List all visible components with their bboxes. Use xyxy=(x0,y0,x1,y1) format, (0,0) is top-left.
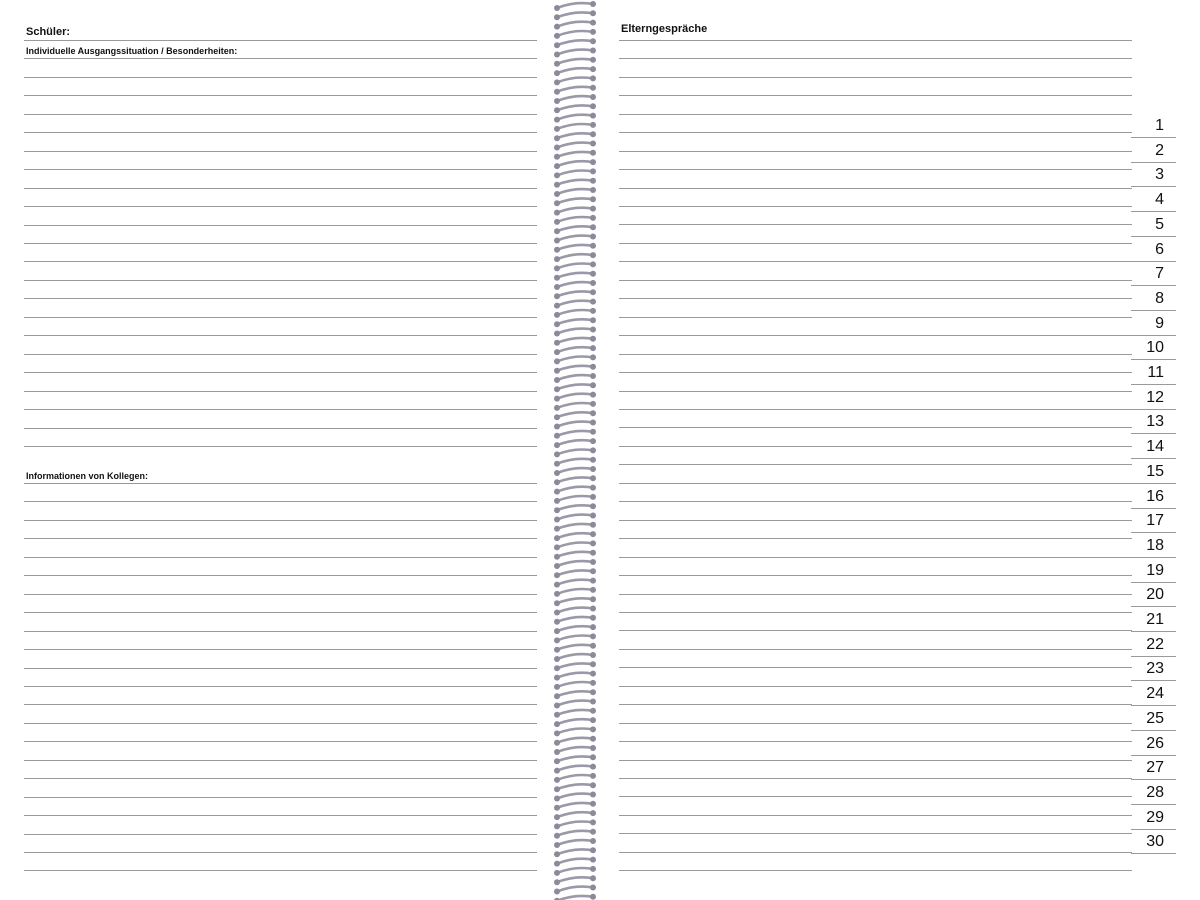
writing-line[interactable] xyxy=(24,114,537,115)
writing-line[interactable] xyxy=(24,557,537,558)
row-number: 27 xyxy=(1131,758,1176,780)
writing-line[interactable] xyxy=(619,464,1132,465)
writing-line[interactable] xyxy=(619,852,1132,853)
spiral-coil xyxy=(554,373,596,383)
spiral-coil xyxy=(554,606,596,616)
spiral-coil xyxy=(554,438,596,448)
spiral-coil xyxy=(554,717,596,727)
spiral-coil xyxy=(554,829,596,839)
spiral-coil xyxy=(554,494,596,504)
writing-line[interactable] xyxy=(24,391,537,392)
writing-line[interactable] xyxy=(24,132,537,133)
writing-line[interactable] xyxy=(24,372,537,373)
writing-line[interactable] xyxy=(24,501,537,502)
spiral-coil xyxy=(554,317,596,327)
spiral-coil xyxy=(554,894,596,900)
writing-line[interactable] xyxy=(619,520,1132,521)
writing-line[interactable] xyxy=(619,206,1132,207)
writing-line[interactable] xyxy=(619,778,1132,779)
spiral-coil xyxy=(554,38,596,48)
left-ruled-lines[interactable] xyxy=(24,0,537,900)
spiral-coil xyxy=(554,568,596,578)
spiral-coil xyxy=(554,866,596,876)
writing-line[interactable] xyxy=(24,188,537,189)
spiral-coil xyxy=(554,726,596,736)
writing-line[interactable] xyxy=(619,298,1132,299)
spiral-coil xyxy=(554,457,596,467)
right-page xyxy=(605,0,1200,900)
spiral-coil xyxy=(554,57,596,67)
row-number: 10 xyxy=(1131,338,1176,360)
writing-line[interactable] xyxy=(24,409,537,410)
writing-line[interactable] xyxy=(24,354,537,355)
row-number: 17 xyxy=(1131,511,1176,533)
spiral-coil xyxy=(554,299,596,309)
writing-line[interactable] xyxy=(24,428,537,429)
writing-line[interactable] xyxy=(619,723,1132,724)
spiral-coil xyxy=(554,633,596,643)
writing-line[interactable] xyxy=(619,169,1132,170)
row-number: 13 xyxy=(1131,412,1176,434)
writing-line[interactable] xyxy=(24,852,537,853)
spiral-coil xyxy=(554,150,596,160)
writing-line[interactable] xyxy=(619,741,1132,742)
writing-line[interactable] xyxy=(619,317,1132,318)
writing-line[interactable] xyxy=(619,575,1132,576)
spiral-coil xyxy=(554,196,596,206)
writing-line[interactable] xyxy=(24,594,537,595)
spiral-coil xyxy=(554,364,596,374)
spiral-coil xyxy=(554,559,596,569)
writing-line[interactable] xyxy=(24,741,537,742)
spiral-coil xyxy=(554,113,596,123)
spiral-coil xyxy=(554,280,596,290)
spiral-coil xyxy=(554,382,596,392)
writing-line[interactable] xyxy=(619,815,1132,816)
writing-line[interactable] xyxy=(619,132,1132,133)
spiral-coil xyxy=(554,643,596,653)
writing-line[interactable] xyxy=(24,778,537,779)
parents-label: Elterngespräche xyxy=(621,23,708,35)
writing-line[interactable] xyxy=(619,95,1132,96)
writing-line[interactable] xyxy=(24,668,537,669)
writing-line[interactable] xyxy=(619,391,1132,392)
spiral-coil xyxy=(554,661,596,671)
spiral-coil xyxy=(554,271,596,281)
spiral-coil xyxy=(554,699,596,709)
writing-line[interactable] xyxy=(619,224,1132,225)
spiral-coil xyxy=(554,75,596,85)
writing-line[interactable] xyxy=(619,114,1132,115)
spiral-coil xyxy=(554,85,596,95)
spiral-coil xyxy=(554,187,596,197)
row-number: 5 xyxy=(1131,215,1176,237)
spiral-coil xyxy=(554,401,596,411)
spiral-coil xyxy=(554,773,596,783)
writing-line[interactable] xyxy=(24,538,537,539)
writing-line[interactable] xyxy=(24,206,537,207)
spiral-coil xyxy=(554,178,596,188)
writing-line[interactable] xyxy=(619,833,1132,834)
writing-line[interactable] xyxy=(619,649,1132,650)
writing-line[interactable] xyxy=(24,225,537,226)
spiral-coil xyxy=(554,168,596,178)
row-number: 23 xyxy=(1131,659,1176,681)
spiral-coil xyxy=(554,159,596,169)
spiral-coil xyxy=(554,336,596,346)
spiral-coil xyxy=(554,875,596,885)
writing-line[interactable] xyxy=(24,243,537,244)
writing-line[interactable] xyxy=(619,870,1132,871)
spiral-coil xyxy=(554,475,596,485)
spiral-coil xyxy=(554,410,596,420)
spiral-coil xyxy=(554,578,596,588)
row-number: 19 xyxy=(1131,561,1176,583)
writing-line[interactable] xyxy=(619,501,1132,502)
spiral-coil xyxy=(554,252,596,262)
spiral-coil xyxy=(554,736,596,746)
writing-line[interactable] xyxy=(619,538,1132,539)
spiral-coil xyxy=(554,680,596,690)
spiral-coil xyxy=(554,122,596,132)
spiral-coil xyxy=(554,485,596,495)
row-number: 14 xyxy=(1131,437,1176,459)
writing-line[interactable] xyxy=(24,797,537,798)
spiral-coil xyxy=(554,838,596,848)
writing-line[interactable] xyxy=(24,58,537,59)
spiral-coil xyxy=(554,745,596,755)
writing-line[interactable] xyxy=(619,686,1132,687)
writing-line[interactable] xyxy=(24,40,537,41)
writing-line[interactable] xyxy=(619,40,1132,41)
writing-line[interactable] xyxy=(619,483,1132,484)
writing-line[interactable] xyxy=(619,667,1132,668)
row-number: 9 xyxy=(1131,314,1176,336)
writing-line[interactable] xyxy=(24,815,537,816)
writing-line[interactable] xyxy=(24,261,537,262)
writing-line[interactable] xyxy=(619,354,1132,355)
spiral-coil xyxy=(554,801,596,811)
spiral-coil xyxy=(554,345,596,355)
spiral-coil xyxy=(554,810,596,820)
situation-label: Individuelle Ausgangssituation / Besonderheiten: xyxy=(26,46,238,56)
writing-line[interactable] xyxy=(24,151,537,152)
writing-line[interactable] xyxy=(24,317,537,318)
spiral-coil xyxy=(554,615,596,625)
spiral-coil xyxy=(554,429,596,439)
writing-line[interactable] xyxy=(24,612,537,613)
row-number: 11 xyxy=(1131,363,1176,385)
spiral-coil xyxy=(554,66,596,76)
row-number: 15 xyxy=(1131,462,1176,484)
writing-line[interactable] xyxy=(24,298,537,299)
writing-line[interactable] xyxy=(619,243,1132,244)
spiral-coil xyxy=(554,550,596,560)
writing-line[interactable] xyxy=(619,612,1132,613)
spiral-coil xyxy=(554,224,596,234)
spiral-coil xyxy=(554,587,596,597)
spiral-coil xyxy=(554,689,596,699)
spiral-coil xyxy=(554,94,596,104)
row-number: 20 xyxy=(1131,585,1176,607)
spiral-coil xyxy=(554,29,596,39)
spiral-coil xyxy=(554,503,596,513)
writing-line[interactable] xyxy=(24,95,537,96)
left-page xyxy=(0,0,545,900)
spiral-coil xyxy=(554,103,596,113)
spiral-coil xyxy=(554,289,596,299)
spiral-coil xyxy=(554,596,596,606)
spiral-coil xyxy=(554,754,596,764)
writing-line[interactable] xyxy=(24,520,537,521)
spiral-coil xyxy=(554,782,596,792)
writing-line[interactable] xyxy=(619,409,1132,410)
spiral-coil xyxy=(554,671,596,681)
writing-line[interactable] xyxy=(619,557,1132,558)
writing-line[interactable] xyxy=(619,704,1132,705)
spiral-coil xyxy=(554,354,596,364)
writing-line[interactable] xyxy=(619,427,1132,428)
row-number: 18 xyxy=(1131,536,1176,558)
spiral-coil xyxy=(554,764,596,774)
writing-line[interactable] xyxy=(619,796,1132,797)
spiral-coil xyxy=(554,20,596,30)
spiral-coil xyxy=(554,261,596,271)
row-number: 22 xyxy=(1131,635,1176,657)
row-number: 26 xyxy=(1131,734,1176,756)
row-number: 30 xyxy=(1131,832,1176,854)
row-number: 28 xyxy=(1131,783,1176,805)
writing-line[interactable] xyxy=(24,280,537,281)
writing-line[interactable] xyxy=(24,649,537,650)
writing-line[interactable] xyxy=(619,760,1132,761)
spiral-coil xyxy=(554,708,596,718)
spiral-coil xyxy=(554,847,596,857)
row-number: 7 xyxy=(1131,264,1176,286)
row-number: 12 xyxy=(1131,388,1176,410)
row-number: 21 xyxy=(1131,610,1176,632)
row-number: 3 xyxy=(1131,165,1176,187)
spiral-coil xyxy=(554,308,596,318)
writing-line[interactable] xyxy=(24,686,537,687)
right-ruled-lines[interactable] xyxy=(619,0,1132,900)
writing-line[interactable] xyxy=(24,77,537,78)
writing-line[interactable] xyxy=(619,151,1132,152)
row-number: 8 xyxy=(1131,289,1176,311)
row-number: 29 xyxy=(1131,808,1176,830)
spiral-coil xyxy=(554,792,596,802)
spiral-coil xyxy=(554,141,596,151)
writing-line[interactable] xyxy=(24,723,537,724)
writing-line[interactable] xyxy=(24,760,537,761)
spiral-coil xyxy=(554,10,596,20)
writing-line[interactable] xyxy=(619,594,1132,595)
writing-line[interactable] xyxy=(24,704,537,705)
spiral-coil xyxy=(554,513,596,523)
spiral-coil xyxy=(554,131,596,141)
row-number: 1 xyxy=(1131,116,1176,138)
number-column xyxy=(1131,0,1176,900)
writing-line[interactable] xyxy=(24,575,537,576)
spiral-coil xyxy=(554,652,596,662)
spiral-coil xyxy=(554,1,596,11)
spiral-coil xyxy=(554,540,596,550)
spiral-coil xyxy=(554,206,596,216)
writing-line[interactable] xyxy=(24,446,537,447)
writing-line[interactable] xyxy=(619,58,1132,59)
writing-line[interactable] xyxy=(24,335,537,336)
writing-line[interactable] xyxy=(619,446,1132,447)
spiral-coil xyxy=(554,531,596,541)
writing-line[interactable] xyxy=(24,870,537,871)
spiral-coil xyxy=(554,48,596,58)
row-number: 24 xyxy=(1131,684,1176,706)
writing-line[interactable] xyxy=(619,335,1132,336)
row-number: 4 xyxy=(1131,190,1176,212)
writing-line[interactable] xyxy=(619,77,1132,78)
writing-line[interactable] xyxy=(619,188,1132,189)
spiral-coil xyxy=(554,466,596,476)
spiral-coil xyxy=(554,243,596,253)
writing-line[interactable] xyxy=(24,834,537,835)
spiral-coil xyxy=(554,857,596,867)
spiral-coil xyxy=(554,234,596,244)
colleagues-label: Informationen von Kollegen: xyxy=(26,471,149,481)
spiral-coil xyxy=(554,420,596,430)
writing-line[interactable] xyxy=(619,261,1132,262)
spiral-coil xyxy=(554,624,596,634)
writing-line[interactable] xyxy=(24,483,537,484)
spiral-coil xyxy=(554,885,596,895)
row-number: 6 xyxy=(1131,240,1176,262)
spiral-coil xyxy=(554,327,596,337)
spiral-coil xyxy=(554,215,596,225)
writing-line[interactable] xyxy=(619,372,1132,373)
spiral-coil xyxy=(554,392,596,402)
spiral-binding xyxy=(545,0,605,900)
spiral-coil xyxy=(554,522,596,532)
row-number: 16 xyxy=(1131,487,1176,509)
writing-line[interactable] xyxy=(619,280,1132,281)
writing-line[interactable] xyxy=(24,169,537,170)
row-number: 25 xyxy=(1131,709,1176,731)
student-label: Schüler: xyxy=(26,26,71,38)
row-number: 2 xyxy=(1131,141,1176,163)
writing-line[interactable] xyxy=(24,631,537,632)
writing-line[interactable] xyxy=(619,630,1132,631)
spiral-coil xyxy=(554,819,596,829)
spiral-coil xyxy=(554,447,596,457)
